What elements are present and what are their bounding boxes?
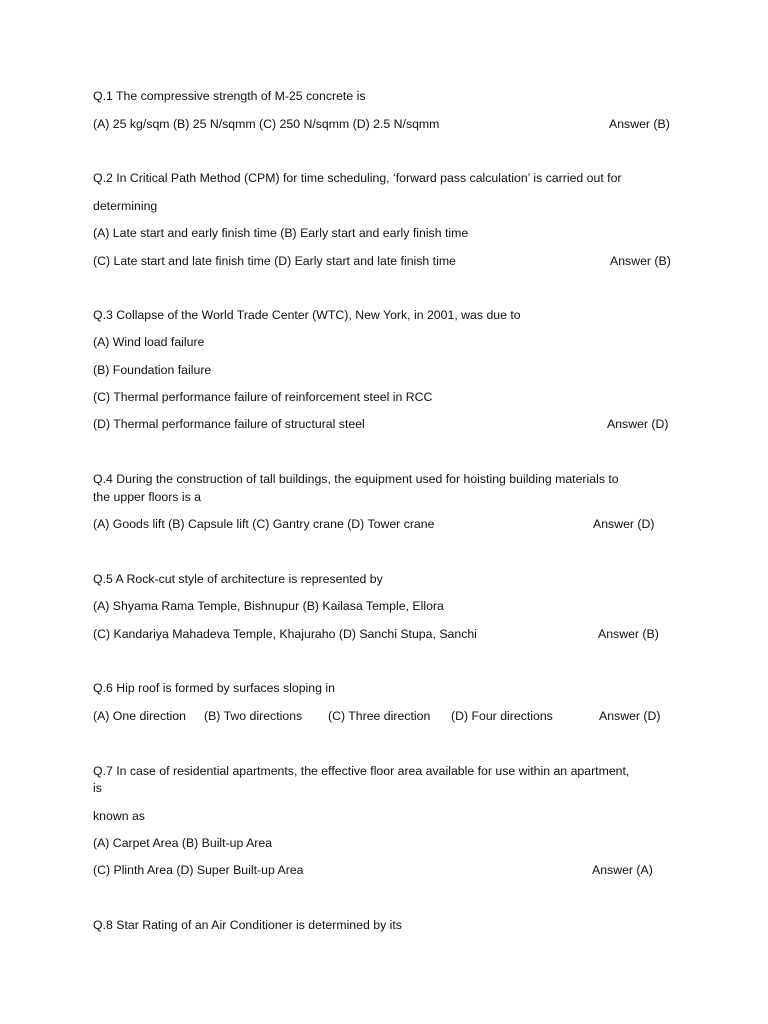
question-3-option-d: (D) Thermal performance failure of structural steel [93,417,365,431]
question-3-answer: Answer (D) [607,417,669,431]
question-6-option-d: (D) Four directions [451,709,553,723]
question-2-options-a-b: (A) Late start and early finish time (B) Early start and early finish time [93,226,469,240]
question-6-option-c: (C) Three direction [328,709,431,723]
question-3-text: Q.3 Collapse of the World Trade Center (WTC), New York, in 2001, was due to [93,308,521,322]
question-1-options: (A) 25 kg/sqm (B) 25 N/sqmm (C) 250 N/sqmm (D) 2.5 N/sqmm [93,117,440,131]
question-5-options-a-b: (A) Shyama Rama Temple, Bishnupur (B) Kailasa Temple, Ellora [93,599,444,613]
question-2-answer: Answer (B) [610,254,671,268]
question-7-text-cont-2: known as [93,809,145,823]
question-4-text-cont: the upper floors is a [93,490,202,504]
question-5-options-c-d: (C) Kandariya Mahadeva Temple, Khajuraho (D) Sanchi Stupa, Sanchi [93,627,477,641]
question-3-option-b: (B) Foundation failure [93,363,212,377]
question-4-options: (A) Goods lift (B) Capsule lift (C) Gantry crane (D) Tower crane [93,517,435,531]
question-7-options-c-d: (C) Plinth Area (D) Super Built-up Area [93,863,304,877]
question-2-text: Q.2 In Critical Path Method (CPM) for time scheduling, ‘forward pass calculation’ is carried out for [93,171,622,185]
question-2-options-c-d: (C) Late start and late finish time (D) Early start and late finish time [93,254,456,268]
question-4-answer: Answer (D) [593,517,655,531]
question-6-text: Q.6 Hip roof is formed by surfaces sloping in [93,681,335,695]
question-3-option-a: (A) Wind load failure [93,335,205,349]
question-5-answer: Answer (B) [598,627,659,641]
question-1-answer: Answer (B) [609,117,670,131]
question-7-answer: Answer (A) [592,863,653,877]
question-4-text: Q.4 During the construction of tall buildings, the equipment used for hoisting building materials to [93,472,619,486]
question-3-option-c: (C) Thermal performance failure of reinforcement steel in RCC [93,390,433,404]
question-5-text: Q.5 A Rock-cut style of architecture is represented by [93,572,383,586]
question-7-text-cont: is [93,781,102,795]
question-7-options-a-b: (A) Carpet Area (B) Built-up Area [93,836,273,850]
question-8-text: Q.8 Star Rating of an Air Conditioner is determined by its [93,918,402,932]
question-6-answer: Answer (D) [599,709,661,723]
question-6-option-a: (A) One direction [93,709,186,723]
question-2-text-cont: determining [93,199,158,213]
question-1-text: Q.1 The compressive strength of M-25 concrete is [93,89,366,103]
question-6-option-b: (B) Two directions [204,709,303,723]
question-7-text: Q.7 In case of residential apartments, the effective floor area available for use within an apartment, [93,764,630,778]
